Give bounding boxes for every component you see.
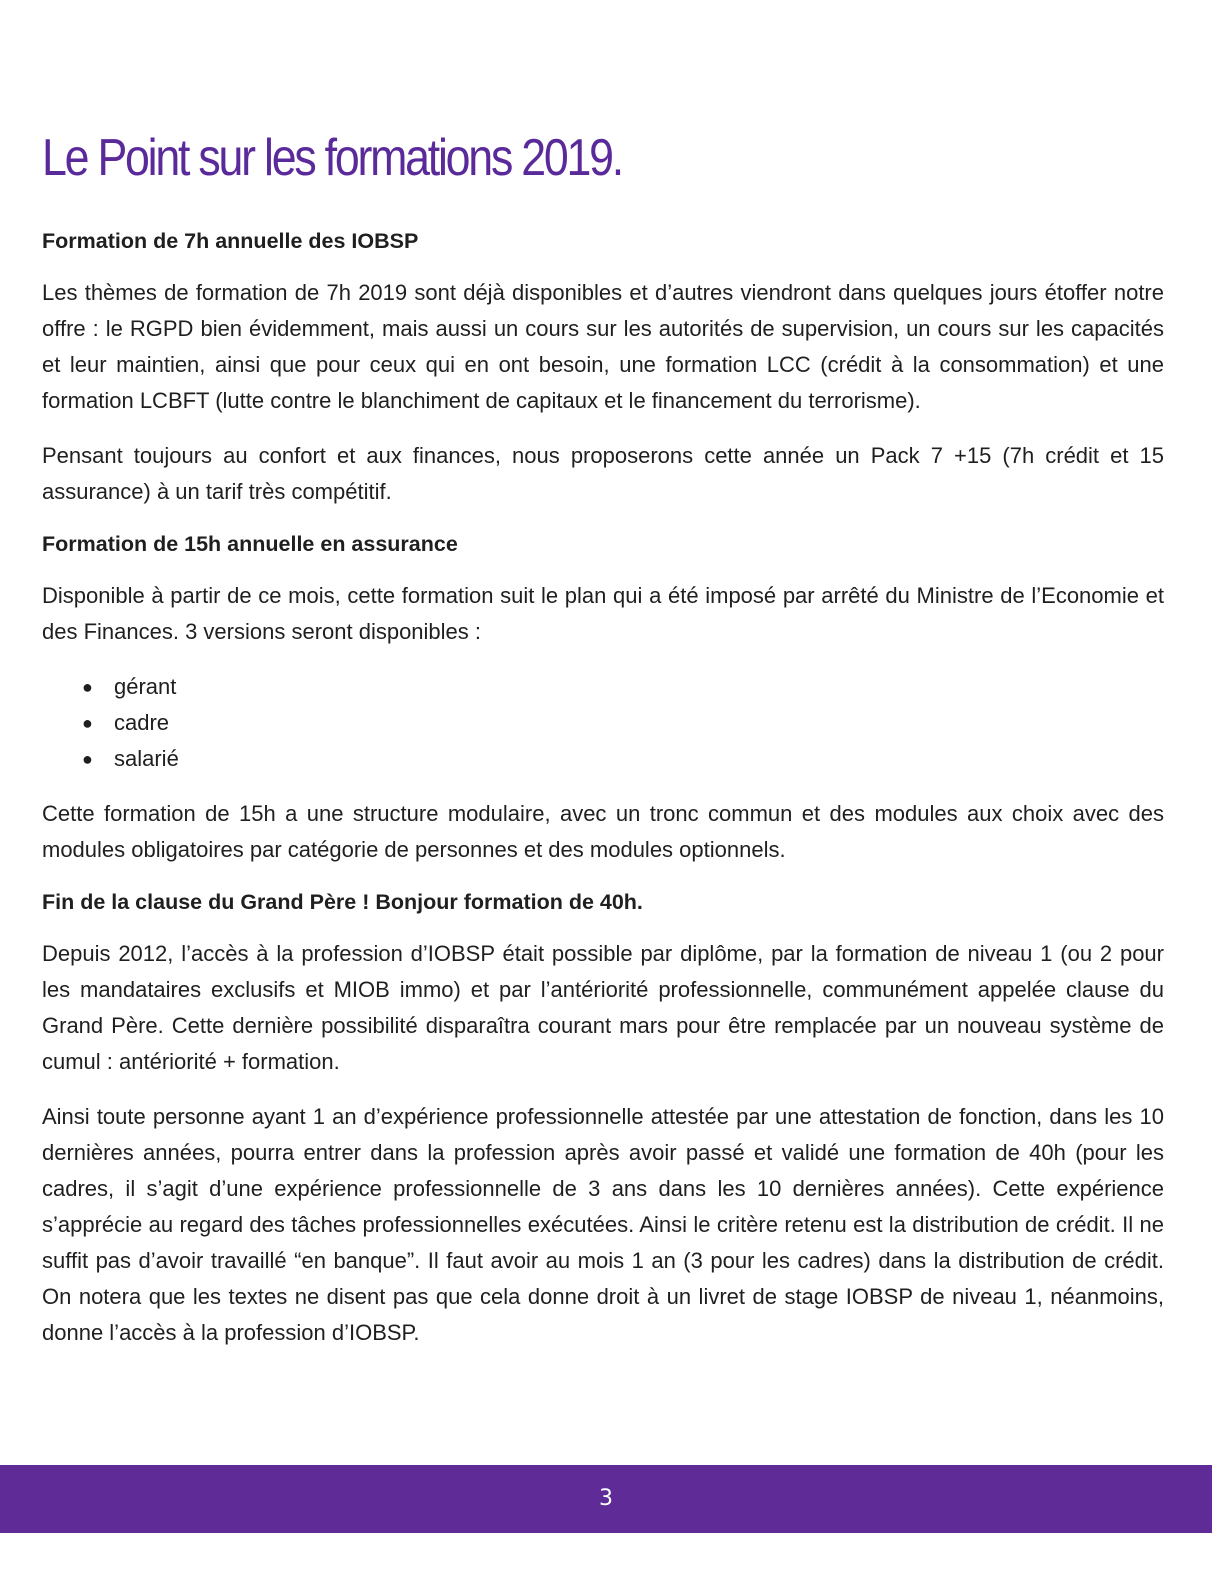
section-heading-7h: Formation de 7h annuelle des IOBSP — [42, 229, 419, 253]
bullet-icon: ● — [82, 713, 93, 733]
list-item — [82, 669, 1164, 705]
bullet-icon: ● — [82, 677, 93, 697]
page-number: 3 — [599, 1486, 613, 1511]
document-body — [42, 226, 1164, 1370]
versions-list — [42, 669, 1164, 777]
list-item-label: salarié — [114, 746, 179, 771]
paragraph-history-2012: Depuis 2012, l’accès à la profession d’IOBSP était possible par diplôme, par la formation de niveau 1 (ou 2 pour les mandataires exclusifs et MIOB immo) et par l’antériorité professionnelle, communément appelée clause du Grand Père. Cette dernière possibilité disparaîtra courant mars pour être remplacée par un nouveau système de cumul : antériorité + formation. — [42, 941, 1164, 1074]
list-item — [82, 741, 1164, 777]
section-heading-grand-pere: Fin de la clause du Grand Père ! Bonjour formation de 40h. — [42, 890, 643, 914]
paragraph-15h-intro: Disponible à partir de ce mois, cette formation suit le plan qui a été imposé par arrêté du Ministre de l’Economie et des Finances. 3 versions seront disponibles : — [42, 583, 1164, 644]
list-item — [82, 705, 1164, 741]
section-heading-15h: Formation de 15h annuelle en assurance — [42, 532, 458, 556]
page-title: Le Point sur les formations 2019. — [42, 129, 622, 187]
bullet-icon: ● — [82, 749, 93, 769]
paragraph-7h-themes: Les thèmes de formation de 7h 2019 sont déjà disponibles et d’autres viendront dans quelques jours étoffer notre offre : le RGPD bien évidemment, mais aussi un cours sur les autorités de supervision, un cours sur les capacités et leur maintien, ainsi que pour ceux qui en ont besoin, une formation LCC (crédit à la consommation) et une formation LCBFT (lutte contre le blanchiment de capitaux et le financement du terrorisme). — [42, 280, 1164, 413]
paragraph-pack-offer: Pensant toujours au confort et aux finances, nous proposerons cette année un Pack 7 +15 (7h crédit et 15 assurance) à un tarif très compétitif. — [42, 443, 1164, 504]
paragraph-experience-rules: Ainsi toute personne ayant 1 an d’expérience professionnelle attestée par une attestation de fonction, dans les 10 dernières années, pourra entrer dans la profession après avoir passé et validé une formation de 40h (pour les cadres, il s’agit d’une expérience professionnelle de 3 ans dans les 10 dernières années). Cette expérience s’apprécie au regard des tâches professionnelles exécutées. Ainsi le critère retenu est la distribution de crédit. Il ne suffit pas d’avoir travaillé “en banque”. Il faut avoir au mois 1 an (3 pour les cadres) dans la distribution de crédit. On notera que les textes ne disent pas que cela donne droit à un livret de stage IOBSP de niveau 1, néanmoins, donne l’accès à la profession d’IOBSP. — [42, 1104, 1164, 1345]
list-item-label: cadre — [114, 710, 170, 735]
paragraph-15h-structure: Cette formation de 15h a une structure modulaire, avec un tronc commun et des modules aux choix avec des modules obligatoires par catégorie de personnes et des modules optionnels. — [42, 801, 1164, 862]
page-footer — [0, 1465, 1212, 1533]
list-item-label: gérant — [114, 674, 177, 699]
